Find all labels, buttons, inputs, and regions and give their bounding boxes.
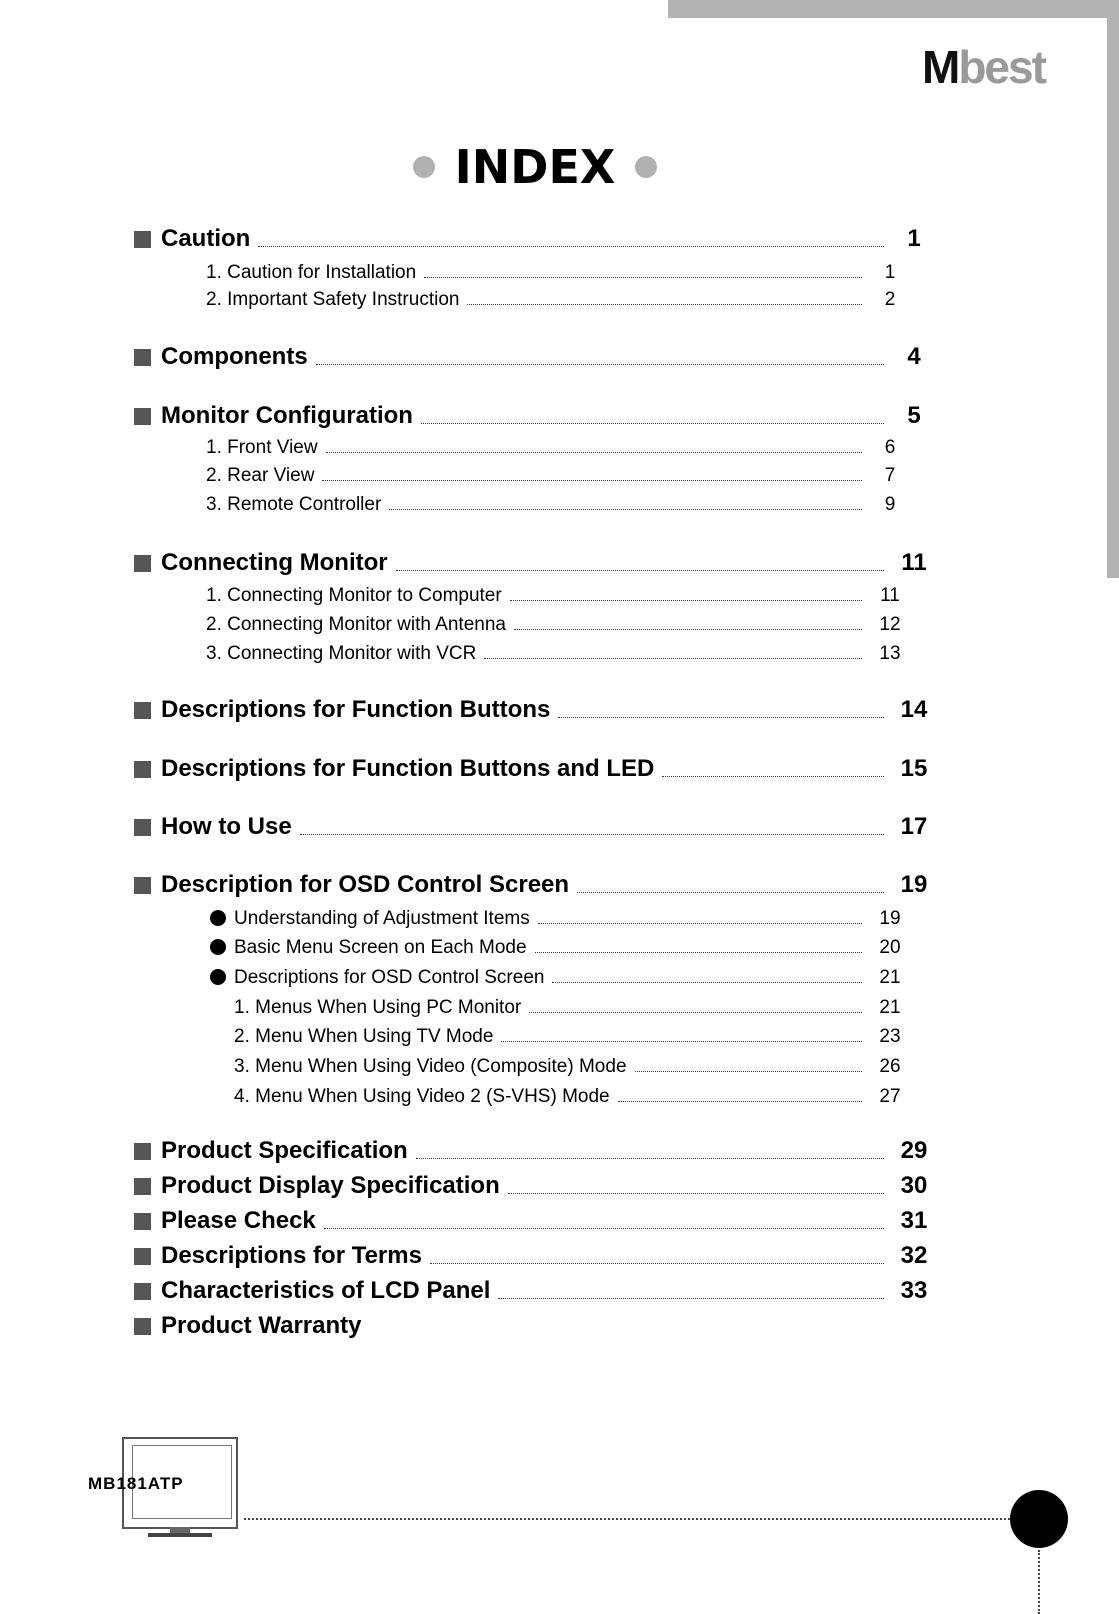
square-bullet-icon xyxy=(134,1143,151,1160)
toc-entry: Understanding of Adjustment Items 19 xyxy=(210,906,910,930)
toc-entry: Please Check 31 xyxy=(134,1207,934,1235)
toc-entry: Description for OSD Control Screen 19 xyxy=(134,871,934,899)
toc-entry: Product Warranty xyxy=(134,1312,934,1340)
toc-entry: Characteristics of LCD Panel 33 xyxy=(134,1277,934,1305)
toc-entry: Connecting Monitor 11 xyxy=(134,549,934,577)
toc-entry: 3. Connecting Monitor with VCR 13 xyxy=(206,643,901,664)
toc-entry: 2. Connecting Monitor with Antenna 12 xyxy=(206,614,901,635)
toc-entry: 1. Menus When Using PC Monitor 21 xyxy=(234,997,901,1018)
side-bar xyxy=(1107,0,1119,578)
toc-entry: 1. Front View 6 xyxy=(206,437,896,458)
page-circle-icon xyxy=(1010,1490,1068,1548)
toc-entry: 4. Menu When Using Video 2 (S-VHS) Mode 27 xyxy=(234,1086,901,1107)
square-bullet-icon xyxy=(134,702,151,719)
toc-entry: Product Specification 29 xyxy=(134,1137,934,1165)
toc-entry: 3. Menu When Using Video (Composite) Mode 26 xyxy=(234,1056,901,1077)
round-bullet-icon xyxy=(210,939,226,955)
square-bullet-icon xyxy=(134,408,151,425)
toc-entry: How to Use 17 xyxy=(134,813,934,841)
title-dot-right-icon xyxy=(635,156,657,178)
toc-entry: Product Display Specification 30 xyxy=(134,1172,934,1200)
toc-entry: Monitor Configuration 5 xyxy=(134,402,934,430)
toc-entry: 3. Remote Controller 9 xyxy=(206,494,896,515)
square-bullet-icon xyxy=(134,877,151,894)
toc-entry: 1. Connecting Monitor to Computer 11 xyxy=(206,585,900,606)
square-bullet-icon xyxy=(134,1213,151,1230)
toc-entry: Descriptions for Terms 32 xyxy=(134,1242,934,1270)
brand-logo: Mbest xyxy=(922,41,1045,93)
model-number: MB181ATP xyxy=(88,1474,184,1493)
header-bar xyxy=(668,0,1119,18)
footer-divider xyxy=(244,1518,1014,1520)
toc-entry: Descriptions for Function Buttons 14 xyxy=(134,696,934,724)
square-bullet-icon xyxy=(134,555,151,572)
footer-vertical-divider xyxy=(1038,1550,1040,1614)
toc-entry: 2. Rear View 7 xyxy=(206,465,896,486)
round-bullet-icon xyxy=(210,910,226,926)
toc-entry: Basic Menu Screen on Each Mode 20 xyxy=(210,935,910,959)
square-bullet-icon xyxy=(134,819,151,836)
toc-entry: 2. Important Safety Instruction 2 xyxy=(206,289,896,310)
square-bullet-icon xyxy=(134,1283,151,1300)
toc-entry: Caution 1 xyxy=(134,225,934,253)
square-bullet-icon xyxy=(134,1248,151,1265)
page-title xyxy=(0,140,1070,194)
square-bullet-icon xyxy=(134,231,151,248)
toc-entry: Descriptions for OSD Control Screen 21 xyxy=(210,965,910,989)
square-bullet-icon xyxy=(134,761,151,778)
toc-entry: 1. Caution for Installation 1 xyxy=(206,262,896,283)
toc-entry: Components 4 xyxy=(134,343,934,371)
square-bullet-icon xyxy=(134,1318,151,1335)
square-bullet-icon xyxy=(134,1178,151,1195)
title-text: INDEX xyxy=(454,140,616,194)
toc-entry: Descriptions for Function Buttons and LED 15 xyxy=(134,755,934,783)
title-dot-left-icon xyxy=(413,156,435,178)
square-bullet-icon xyxy=(134,349,151,366)
round-bullet-icon xyxy=(210,969,226,985)
toc-entry: 2. Menu When Using TV Mode 23 xyxy=(234,1026,901,1047)
